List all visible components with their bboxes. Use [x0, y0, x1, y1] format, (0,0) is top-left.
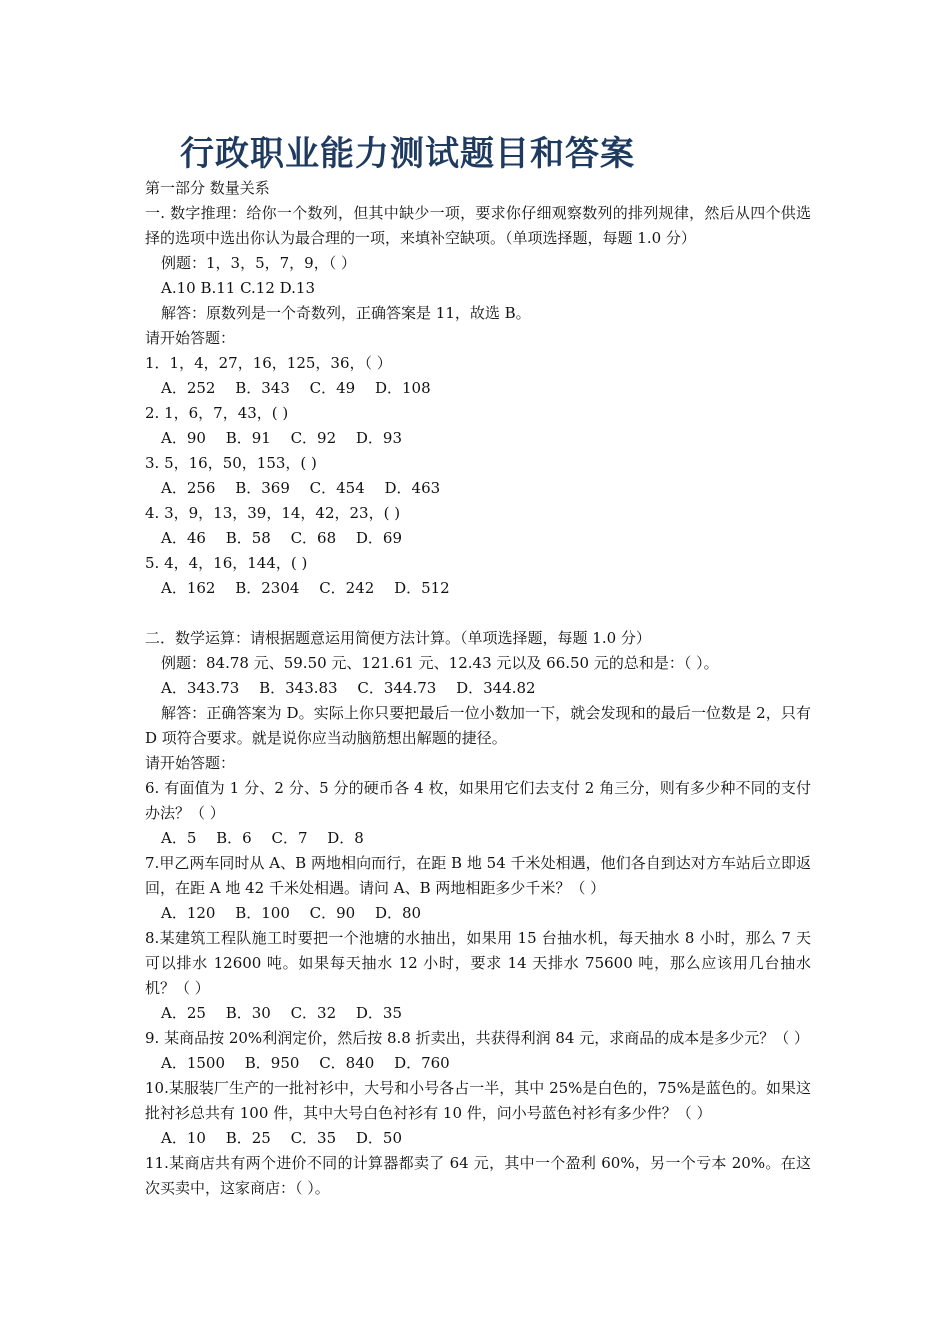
question-4: 4. 3，9，13，39，14，42，23，( ) [145, 504, 401, 522]
question-5-options: A．162 B．2304 C．242 D．512 [161, 579, 450, 597]
question-7: 7.甲乙两车同时从 A、B 两地相向而行，在距 B 地 54 千米处相遇，他们各自到达对方车站后立即返回，在距 A 地 42 千米处相遇。请问 A、B 两地相距多少千米？（ ） [145, 854, 811, 897]
question-3-options: A．256 B．369 C．454 D．463 [161, 479, 441, 497]
question-4-options: A．46 B．58 C．68 D．69 [161, 529, 403, 547]
example-options: A.10 B.11 C.12 D.13 [161, 279, 316, 297]
question-11: 11.某商店共有两个进价不同的计算器都卖了 64 元，其中一个盈利 60%，另一个亏本 20%。在这次买卖中，这家商店：（ ）。 [145, 1154, 811, 1197]
question-6-options: A．5 B．6 C．7 D．8 [161, 829, 364, 847]
example2-answer: 解答：正确答案为 D。实际上你只要把最后一位小数加一下，就会发现和的最后一位数是 2，只有 D 项符合要求。就是说你应当动脑筋想出解题的捷径。 [145, 704, 811, 747]
question-9-options: A．1500 B．950 C．840 D．760 [161, 1054, 450, 1072]
example-question: 例题：1，3，5，7，9，（ ） [161, 254, 356, 272]
question-8-options: A．25 B．30 C．32 D．35 [161, 1004, 403, 1022]
question-9: 9. 某商品按 20%利润定价，然后按 8.8 折卖出，共获得利润 84 元，求商品的成本是多少元？（ ） [145, 1029, 809, 1047]
section1-intro: 一. 数字推理：给你一个数列，但其中缺少一项，要求你仔细观察数列的排列规律，然后从四个供选择的选项中选出你认为最合理的一项，来填补空缺项。（单项选择题，每题 1.0 分） [145, 204, 811, 247]
example2-question: 例题：84.78 元、59.50 元、121.61 元、12.43 元以及 66.50 元的总和是：（ ）。 [161, 654, 719, 672]
document-body [145, 176, 811, 1201]
example2-options: A．343.73 B．343.83 C．344.73 D．344.82 [161, 679, 536, 697]
question-1: 1．1，4，27，16，125，36，（ ） [145, 354, 392, 372]
start-prompt-2: 请开始答题： [145, 754, 236, 772]
question-5: 5. 4，4，16，144，( ) [145, 554, 308, 572]
part-heading: 第一部分 数量关系 [145, 179, 270, 197]
document-title: 行政职业能力测试题目和答案 [180, 134, 635, 174]
question-3: 3. 5，16，50，153，( ) [145, 454, 317, 472]
question-2-options: A．90 B．91 C．92 D．93 [161, 429, 403, 447]
question-7-options: A．120 B．100 C．90 D．80 [161, 904, 422, 922]
spacer [145, 601, 811, 626]
question-2: 2. 1，6，7，43，( ) [145, 404, 289, 422]
question-10: 10.某服装厂生产的一批衬衫中，大号和小号各占一半，其中 25%是白色的，75%是蓝色的。如果这批衬衫总共有 100 件，其中大号白色衬衫有 10 件，问小号蓝色衬衫有多少件？（ ） [145, 1079, 811, 1122]
question-10-options: A．10 B．25 C．35 D．50 [161, 1129, 403, 1147]
question-6: 6. 有面值为 1 分、2 分、5 分的硬币各 4 枚，如果用它们去支付 2 角三分，则有多少种不同的支付办法？（ ） [145, 779, 811, 822]
question-1-options: A．252 B．343 C．49 D．108 [161, 379, 431, 397]
start-prompt: 请开始答题： [145, 329, 236, 347]
example-answer: 解答：原数列是一个奇数列，正确答案是 11，故选 B。 [161, 304, 531, 322]
section2-intro: 二．数学运算：请根据题意运用简便方法计算。（单项选择题，每题 1.0 分） [145, 629, 651, 647]
question-8: 8.某建筑工程队施工时要把一个池塘的水抽出，如果用 15 台抽水机，每天抽水 8 小时，那么 7 天可以排水 12600 吨。如果每天抽水 12 小时，要求 14 天排水 75600 吨，那么应该用几台抽水机？（ ） [145, 929, 811, 997]
